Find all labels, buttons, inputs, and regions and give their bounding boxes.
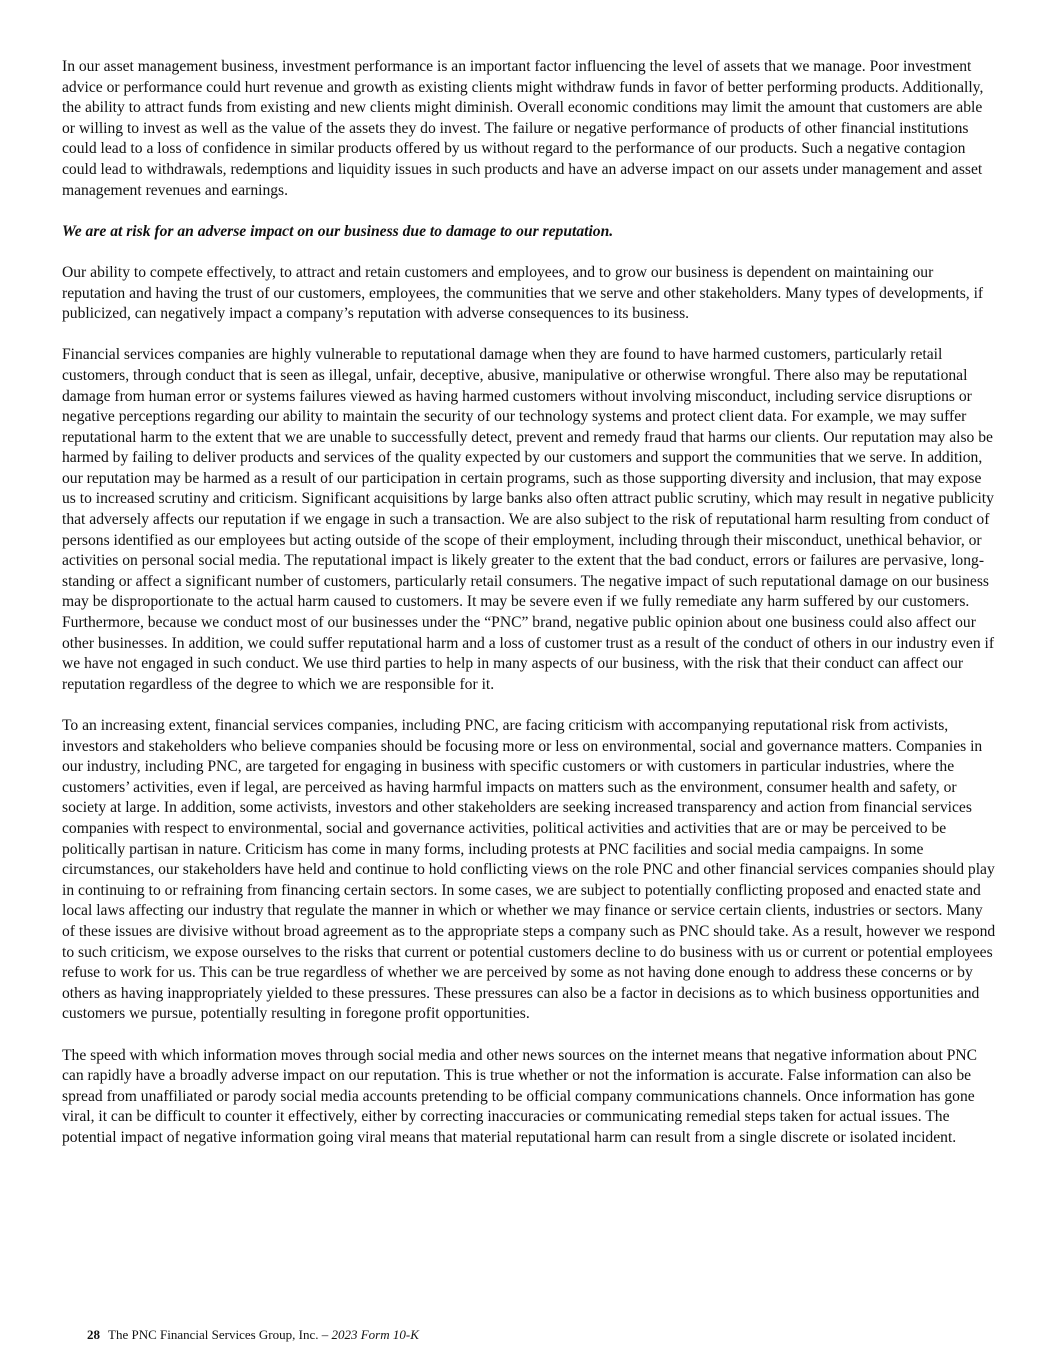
section-heading-reputation: We are at risk for an adverse impact on our business due to damage to our reputation.: [62, 222, 614, 240]
paragraph-reputational-damage: Financial services companies are highly vulnerable to reputational damage when they are found to have harmed customers, particularly retail customers, through conduct that is seen as illegal, unfair, deceptive, abusive, manipulative or otherwise wrongful. There also may be reputational damage from human error or systems failures viewed as having harmed customers without involving misconduct, including service disruptions or negative perceptions regarding our ability to maintain the security of our technology systems and protect client data. For example, we may suffer reputational harm to the extent that we are unable to successfully detect, prevent and remedy fraud that harms our clients. Our reputation may also be harmed by failing to deliver products and services of the quality expected by our customers and support the communities that we serve. In addition, our reputation may be harmed as a result of our participation in certain programs, such as those supporting diversity and inclusion, that may expose us to increased scrutiny and criticism. Significant acquisitions by large banks also often attract public scrutiny, which may result in negative publicity that adversely affects our reputation if we engage in such a transaction. We are also subject to the risk of reputational harm resulting from conduct of persons identified as our employees but acting outside of the scope of their employment, including through their misconduct, unethical behavior, or activities on personal social media. The reputational impact is likely greater to the extent that the bad conduct, errors or failures are pervasive, long-standing or affect a significant number of customers, particularly retail consumers. The negative impact of such reputational damage on our business may be disproportionate to the actual harm caused to customers. It may be severe even if we fully remediate any harm suffered by our customers. Furthermore, because we conduct most of our businesses under the “PNC” brand, negative public opinion about one business could also affect our other businesses. In addition, we could suffer reputational harm and a loss of customer trust as a result of the conduct of others in our industry even if we have not engaged in such conduct. We use third parties to help in many aspects of our business, with the risk that their conduct can affect our reputation regardless of the degree to which we are responsible for it.: [62, 346, 995, 693]
page-footer: [87, 1327, 419, 1343]
paragraph-asset-management: In our asset management business, investment performance is an important factor influencing the level of assets that we manage. Poor investment advice or performance could hurt revenue and growth as existing clients might withdraw funds in favor of better performing products. Additionally, the ability to attract funds from existing and new clients might diminish. Overall economic conditions may limit the amount that customers are able or willing to invest as well as the value of the assets they do invest. The failure or negative performance of products of other financial institutions could lead to a loss of confidence in similar products offered by us without regard to the performance of our products. Such a negative contagion could lead to withdrawals, redemptions and liquidity issues in such products and have an adverse impact on our assets under management and asset management revenues and earnings.: [62, 58, 984, 199]
paragraph-reputation-trust: Our ability to compete effectively, to attract and retain customers and employees, and to grow our business is dependent on maintaining our reputation and having the trust of our customers, employees, the communities that we serve and other stakeholders. Many types of developments, if publicized, can negatively impact a company’s reputation with adverse consequences to its business.: [62, 263, 984, 323]
paragraph-esg-criticism: To an increasing extent, financial services companies, including PNC, are facing criticism with accompanying reputational risk from activists, investors and stakeholders who believe companies should be focusing more or less on environmental, social and governance matters. Companies in our industry, including PNC, are targeted for engaging in business with specific customers or with customers in particular industries, where the customers’ activities, even if legal, are perceived as having harmful impacts on matters such as the environment, consumer health and safety, or society at large. In addition, some activists, investors and other stakeholders are seeking increased transparency and action from financial services companies with respect to environmental, social and governance activities, political activities and activities that are or may be perceived to be politically partisan in nature. Criticism has come in many forms, including protests at PNC facilities and social media campaigns. In some circumstances, our stakeholders have held and continue to hold conflicting views on the role PNC and other financial services companies should play in continuing to or refraining from financing certain sectors. In some cases, we are subject to potentially conflicting proposed and enacted state and local laws affecting our industry that regulate the manner in which or whether we may finance or service certain clients, industries or sectors. Many of these issues are divisive without broad agreement as to the appropriate steps a company such as PNC should take. As a result, however we respond to such criticism, we expose ourselves to the risks that current or potential customers decline to do business with us or current or potential employees refuse to work for us. This can be true regardless of whether we are perceived by some as not having done enough to address these concerns or by others as having inappropriately yielded to these pressures. These pressures can also be a factor in decisions as to which business opportunities and customers we pursue, potentially resulting in foregone profit opportunities.: [62, 717, 996, 1023]
footer-form: 2023 Form 10-K: [331, 1327, 419, 1342]
footer-company: The PNC Financial Services Group, Inc. –: [108, 1327, 332, 1342]
page-number: 28: [87, 1327, 100, 1342]
paragraph-social-media: The speed with which information moves through social media and other news sources on the internet means that negative information about PNC can rapidly have a broadly adverse impact on our reputation. This is true whether or not the information is accurate. False information can also be spread from unaffiliated or parody social media accounts pretending to be official company communications channels. Once information has gone viral, it can be difficult to counter it effectively, either by correcting inaccuracies or communicating remedial steps taken for actual issues. The potential impact of negative information going viral means that material reputational harm can result from a single discrete or isolated incident.: [62, 1046, 978, 1146]
document-body: [62, 57, 997, 1169]
